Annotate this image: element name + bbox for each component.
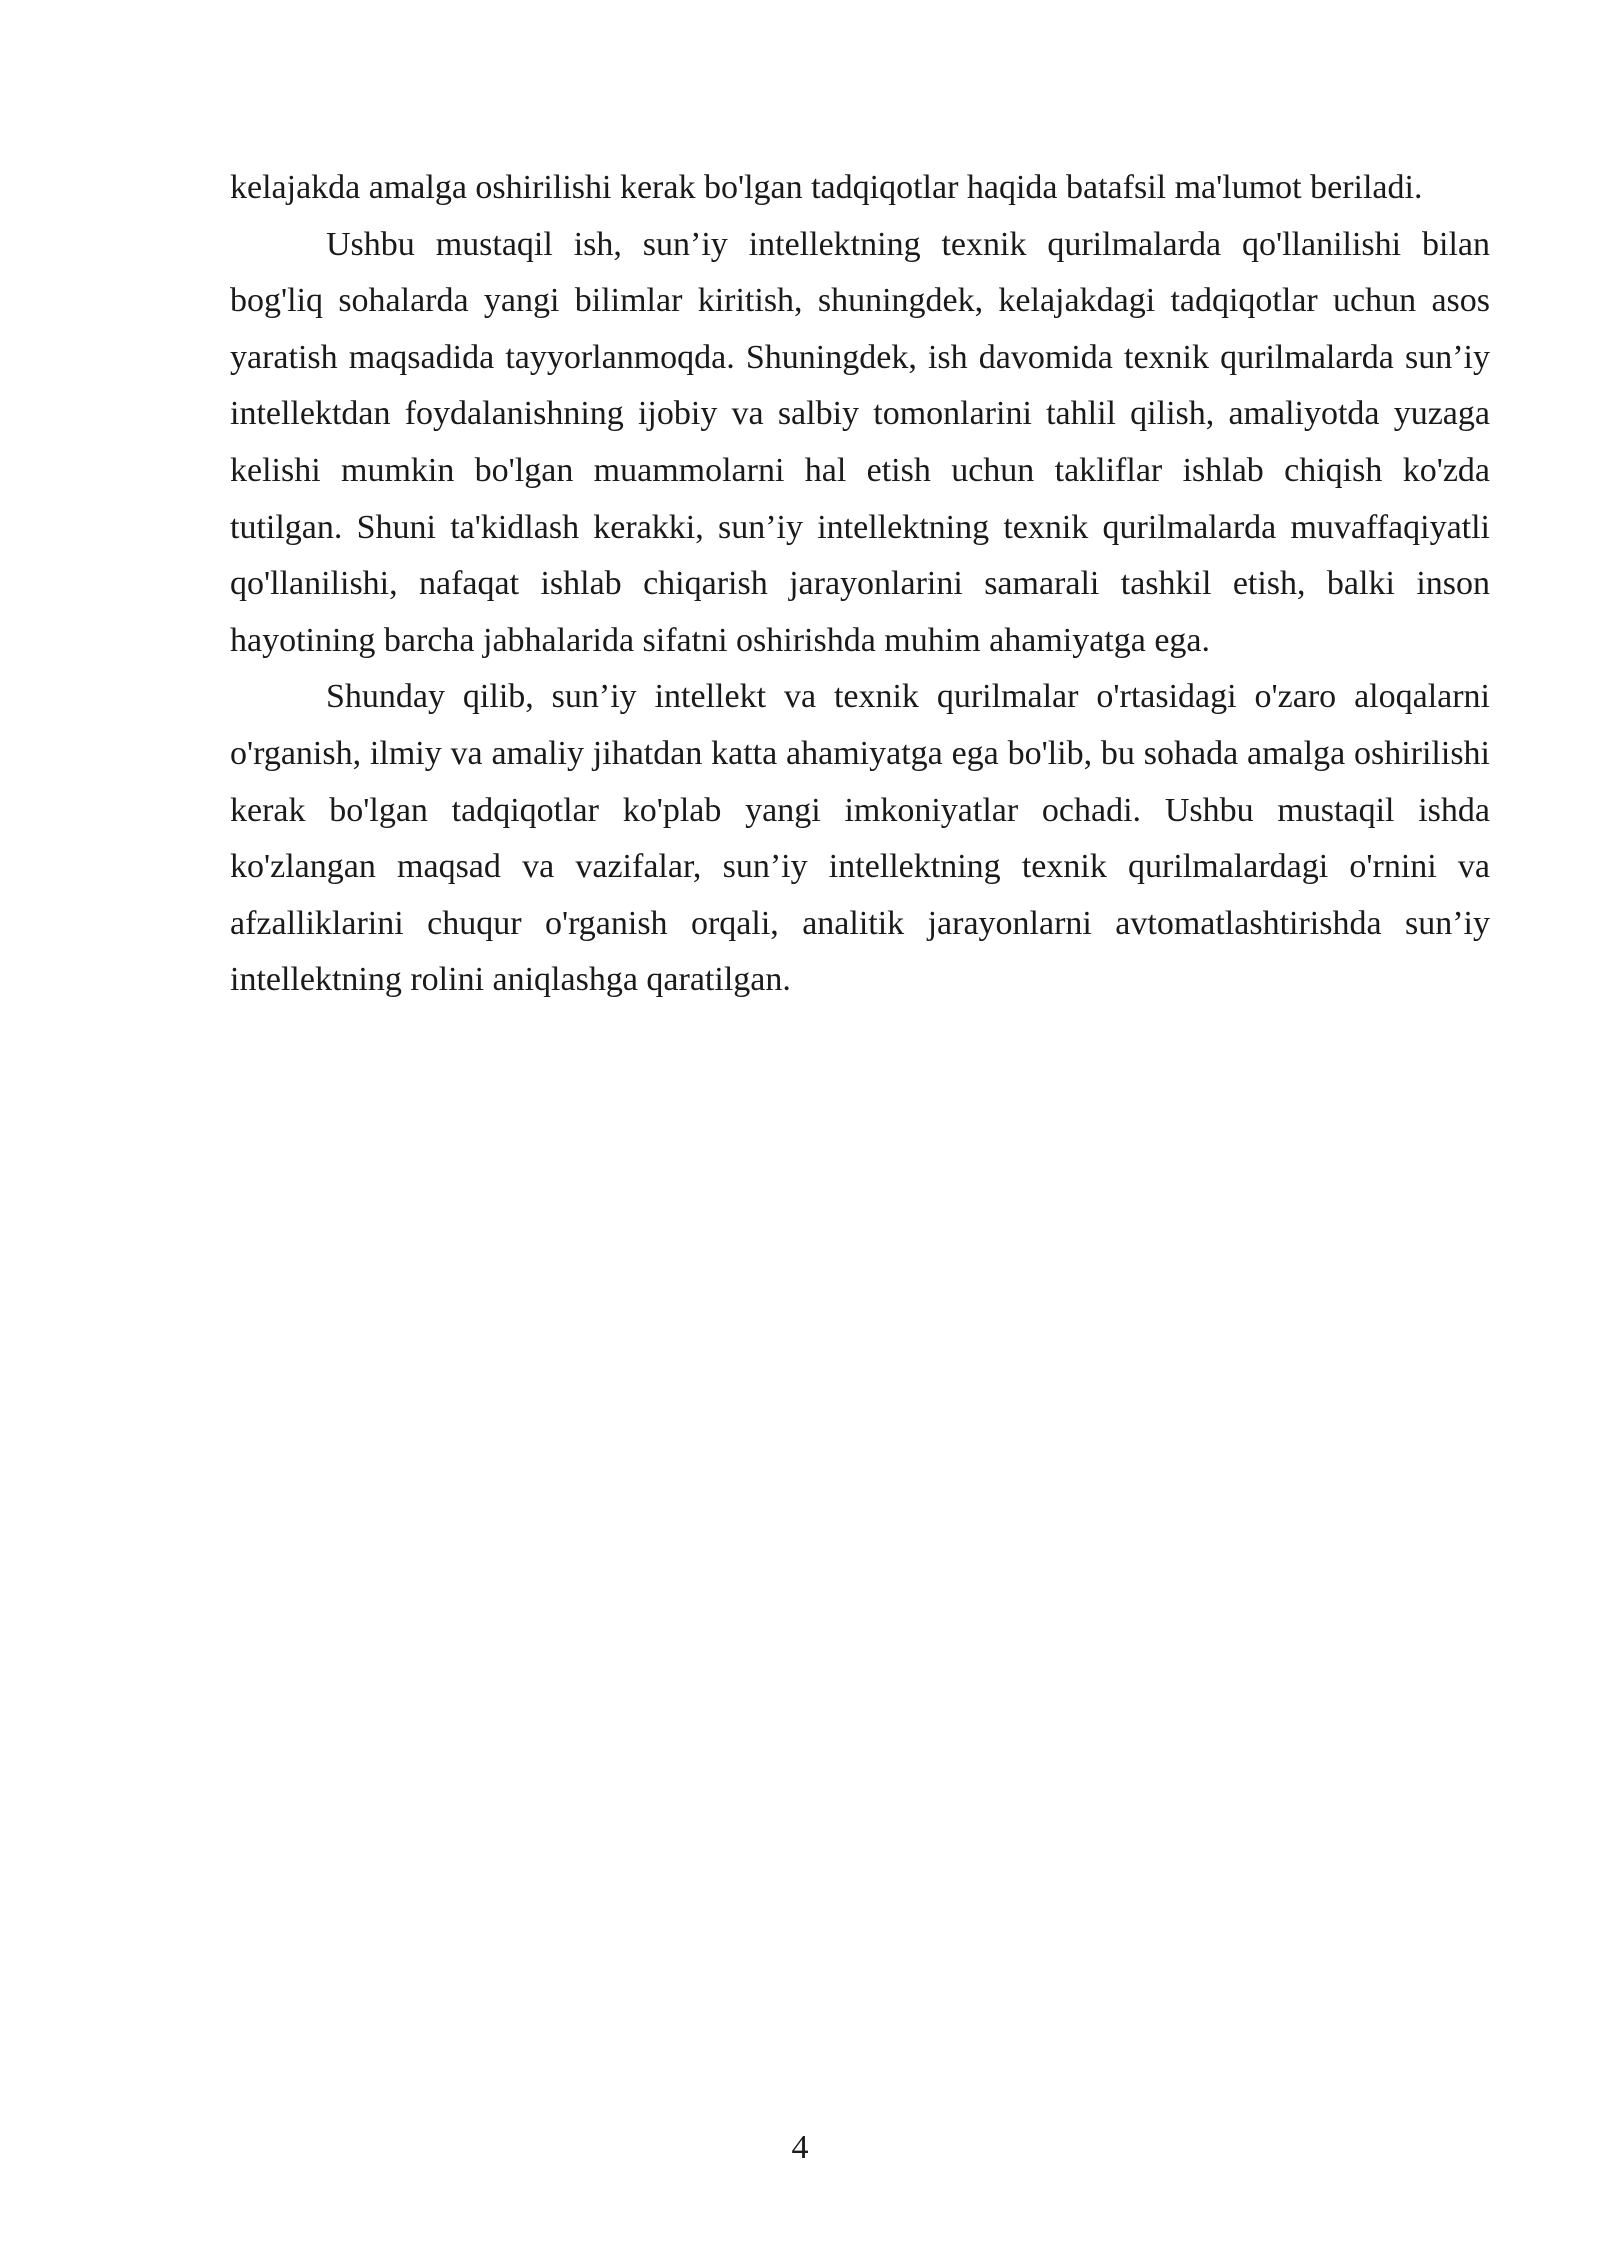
paragraph: Ushbu mustaqil ish, sun’iy intellektning texnik qurilmalarda qo'llanilishi bilan bog'liq sohalarda yangi bilimlar kiritish, shuningdek, kelajakdagi tadqiqotlar uchun asos yaratish maqsadida tayyorlanmoqda. Shuningdek, ish davomida texnik qurilmalarda sun’iy intellektdan foydalanishning ijobiy va salbiy tomonlarini tahlil qilish, amaliyotda yuzaga kelishi mumkin bo'lgan muammolarni hal etish uchun takliflar ishlab chiqish ko'zda tutilgan. Shuni ta'kidlash kerakki, sun’iy intellektning texnik qurilmalarda muvaffaqiyatli qo'llanilishi, nafaqat ishlab chiqarish jarayonlarini samarali tashkil etish, balki inson hayotining barcha jabhalarida sifatni oshirishda muhim ahamiyatga ega. [230, 225, 1490, 659]
page-number: 4 [791, 2129, 809, 2166]
paragraph: Shunday qilib, sun’iy intellekt va texnik qurilmalar o'rtasidagi o'zaro aloqalarni o'rganish, ilmiy va amaliy jihatdan katta ahamiyatga ega bo'lib, bu sohada amalga oshirilishi kerak bo'lgan tadqiqotlar ko'plab yangi imkoniyatlar ochadi. Ushbu mustaqil ishda ko'zlangan maqsad va vazifalar, sun’iy intellektning texnik qurilmalardagi o'rnini va afzalliklarini chuqur o'rganish orqali, analitik jarayonlarni avtomatlashtirishda sun’iy intellektning rolini aniqlashga qaratilgan. [230, 678, 1490, 999]
body-text [230, 160, 1490, 1009]
paragraph-continuation: kelajakda amalga oshirilishi kerak bo'lgan tadqiqotlar haqida batafsil ma'lumot beriladi. [230, 169, 1423, 206]
